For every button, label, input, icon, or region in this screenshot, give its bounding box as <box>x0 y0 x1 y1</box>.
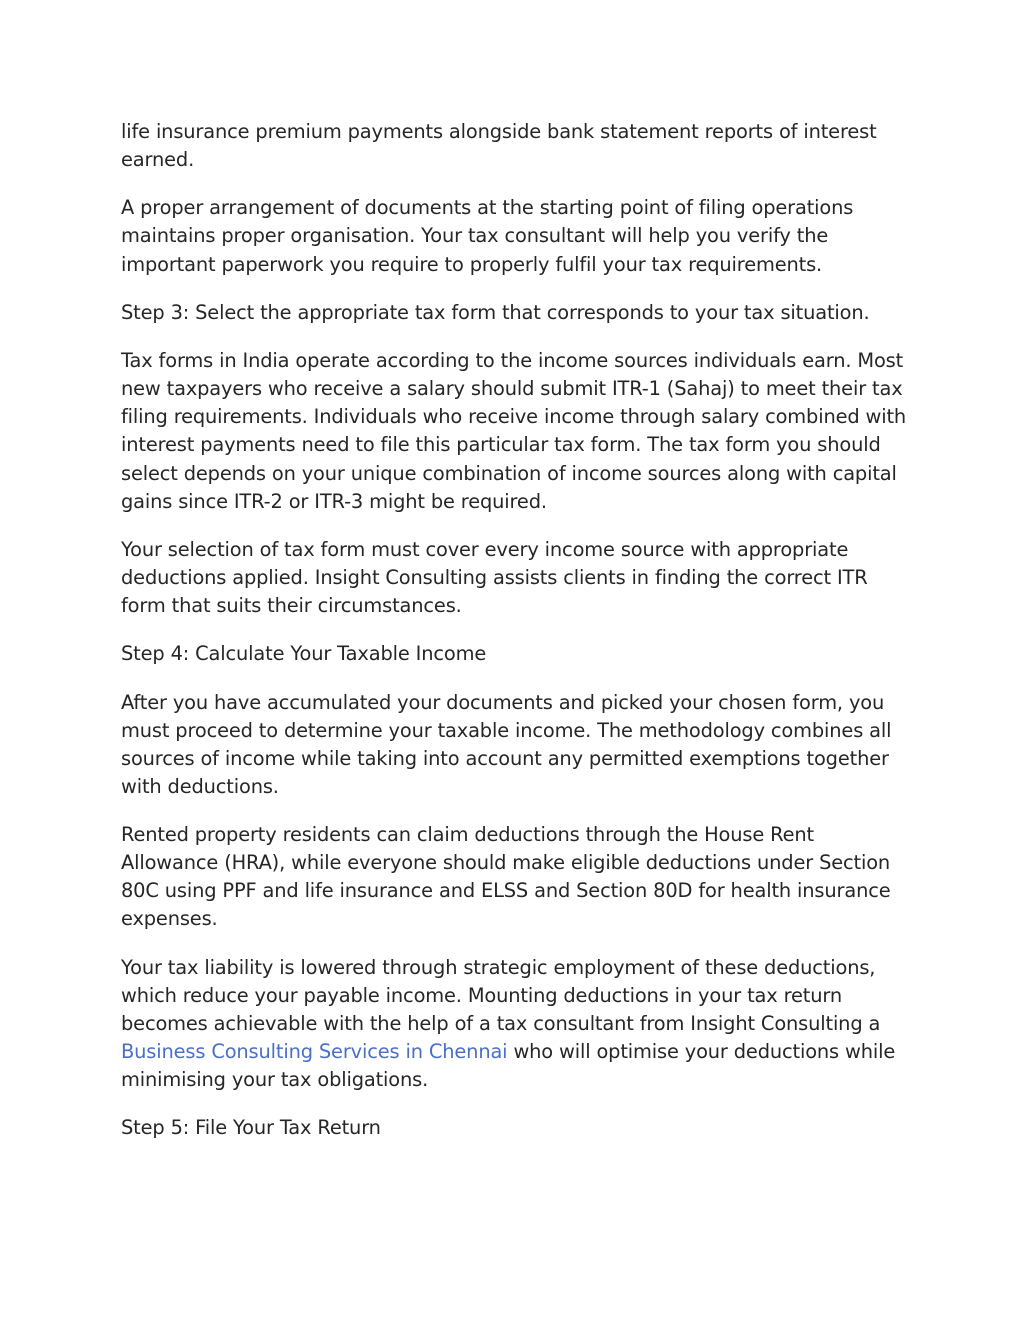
business-consulting-link[interactable]: Business Consulting Services in Chennai <box>121 1040 508 1064</box>
paragraph-interest-earned: life insurance premium payments alongside bank statement reports of interest earned. <box>121 120 877 172</box>
step-4-heading: Step 4: Calculate Your Taxable Income <box>121 642 487 666</box>
document-body <box>121 118 911 1163</box>
paragraph-tax-form-selection: Your selection of tax form must cover every income source with appropriate deductions applied. Insight Consulting assists clients in finding the correct ITR form that suits their circumstances. <box>121 537 868 618</box>
paragraph-tax-liability-text-end: who will optimise your deductions while minimising your tax obligations. <box>121 1040 896 1092</box>
paragraph-document-arrangement: A proper arrangement of documents at the starting point of filing operations maintains proper organisation. Your tax consultant will help you verify the important paperwork you require to properly fulfil your tax requirements. <box>121 196 854 276</box>
paragraph-deductions: Rented property residents can claim deductions through the House Rent Allowance (HRA), while everyone should make eligible deductions under Section 80C using PPF and life insurance and ELSS and Section 80D for health insurance expenses. <box>121 823 891 931</box>
step-3-heading: Step 3: Select the appropriate tax form that corresponds to your tax situation. <box>121 300 870 324</box>
paragraph-tax-forms-india: Tax forms in India operate according to the income sources individuals earn. Most new taxpayers who receive a salary should submit ITR-1 (Sahaj) to meet their tax filing requirements. Individuals who receive income through salary combined with interest payments need to file this particular tax form. The tax form you should select depends on your unique combination of income sources along with capital gains since ITR-2 or ITR-3 might be required. <box>121 349 907 513</box>
paragraph-taxable-income: After you have accumulated your documents and picked your chosen form, you must proceed to determine your taxable income. The methodology combines all sources of income while taking into account any permitted exemptions together with deductions. <box>121 690 892 798</box>
paragraph-tax-liability <box>121 954 911 1094</box>
paragraph-tax-liability-text: Your tax liability is lowered through strategic employment of these deductions, which reduce your payable income. Mounting deductions in your tax return becomes achievable with the help of a tax consultant from Insight Consulting a <box>121 955 881 1035</box>
step-5-heading: Step 5: File Your Tax Return <box>121 1116 381 1140</box>
